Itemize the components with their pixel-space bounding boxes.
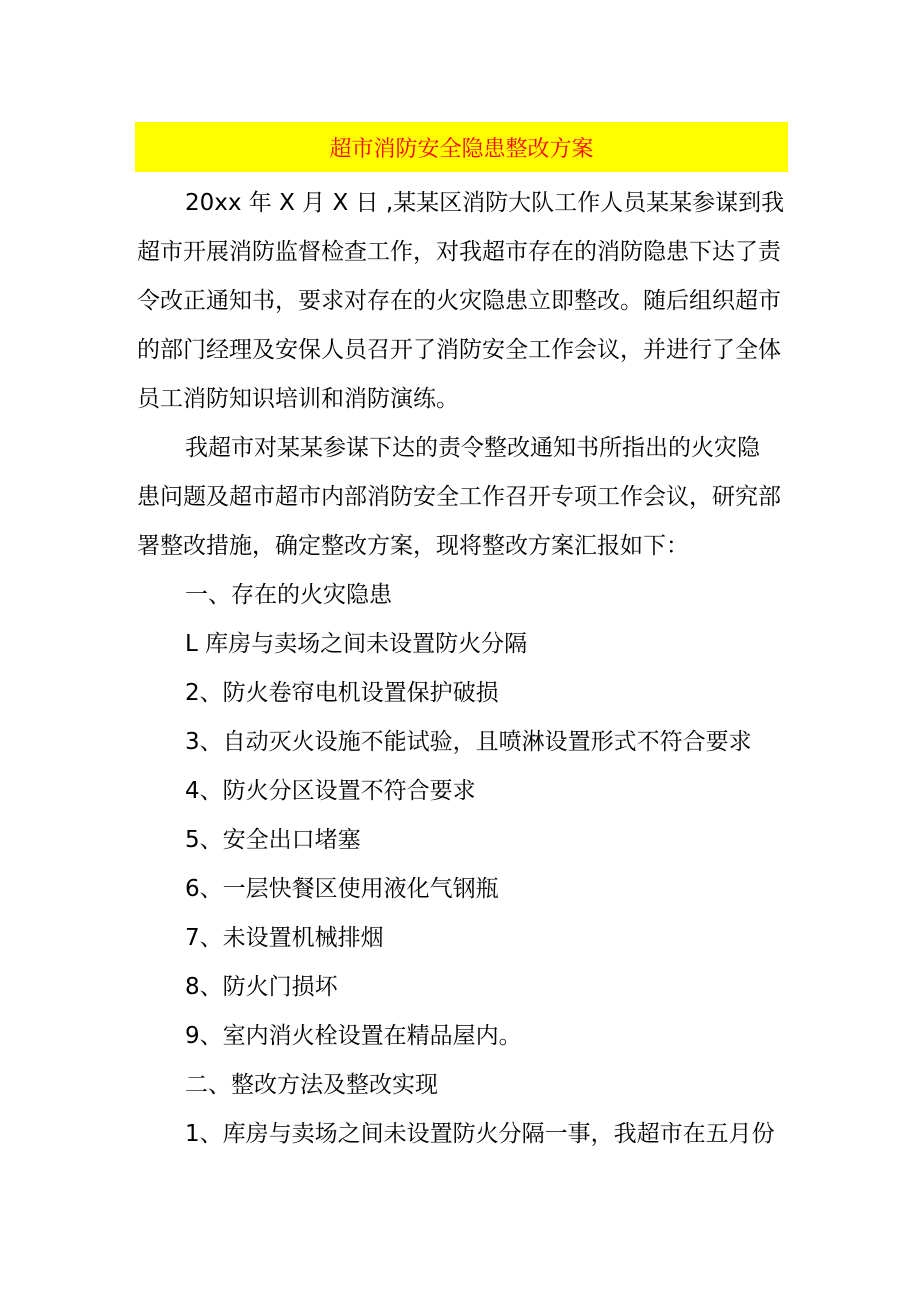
hazard-item: L 库房与卖场之间未设置防火分隔 bbox=[185, 631, 528, 657]
hazard-item: 9、室内消火栓设置在精品屋内。 bbox=[185, 1023, 522, 1049]
hazard-item: 7、未设置机械排烟 bbox=[185, 925, 384, 951]
paragraph1-line: 超市开展消防监督检查工作，对我超市存在的消防隐患下达了责 bbox=[137, 239, 781, 265]
hazard-item: 6、一层快餐区使用液化气钢瓶 bbox=[185, 876, 499, 902]
paragraph1-line: 的部门经理及安保人员召开了消防安全工作会议，并进行了全体 bbox=[137, 337, 781, 363]
hazard-item: 5、安全出口堵塞 bbox=[185, 827, 361, 853]
hazard-item: 4、防火分区设置不符合要求 bbox=[185, 778, 476, 804]
title-banner bbox=[135, 122, 788, 172]
paragraph2-line: 患问题及超市超市内部消防安全工作召开专项工作会议，研究部 bbox=[137, 484, 781, 510]
paragraph2-line: 我超市对某某参谋下达的责令整改通知书所指出的火灾隐 bbox=[185, 435, 760, 461]
paragraph1-line: 令改正通知书，要求对存在的火灾隐患立即整改。随后组织超市 bbox=[137, 288, 781, 314]
hazard-item: 8、防火门损坏 bbox=[185, 974, 338, 1000]
paragraph1-line: 员工消防知识培训和消防演练。 bbox=[137, 386, 459, 412]
section2-item: 1、库房与卖场之间未设置防火分隔一事，我超市在五月份 bbox=[185, 1121, 775, 1147]
hazard-item: 3、自动灭火设施不能试验，且喷淋设置形式不符合要求 bbox=[185, 729, 752, 755]
paragraph2-line: 署整改措施，确定整改方案，现将整改方案汇报如下： bbox=[137, 533, 689, 559]
section2-heading: 二、整改方法及整改实现 bbox=[185, 1072, 438, 1098]
paragraph1-line: 20xx 年 X 月 X 日 ,某某区消防大队工作人员某某参谋到我 bbox=[185, 190, 785, 216]
section1-heading: 一、存在的火灾隐患 bbox=[185, 582, 392, 608]
hazard-item: 2、防火卷帘电机设置保护破损 bbox=[185, 680, 499, 706]
document-title: 超市消防安全隐患整改方案 bbox=[329, 136, 594, 162]
